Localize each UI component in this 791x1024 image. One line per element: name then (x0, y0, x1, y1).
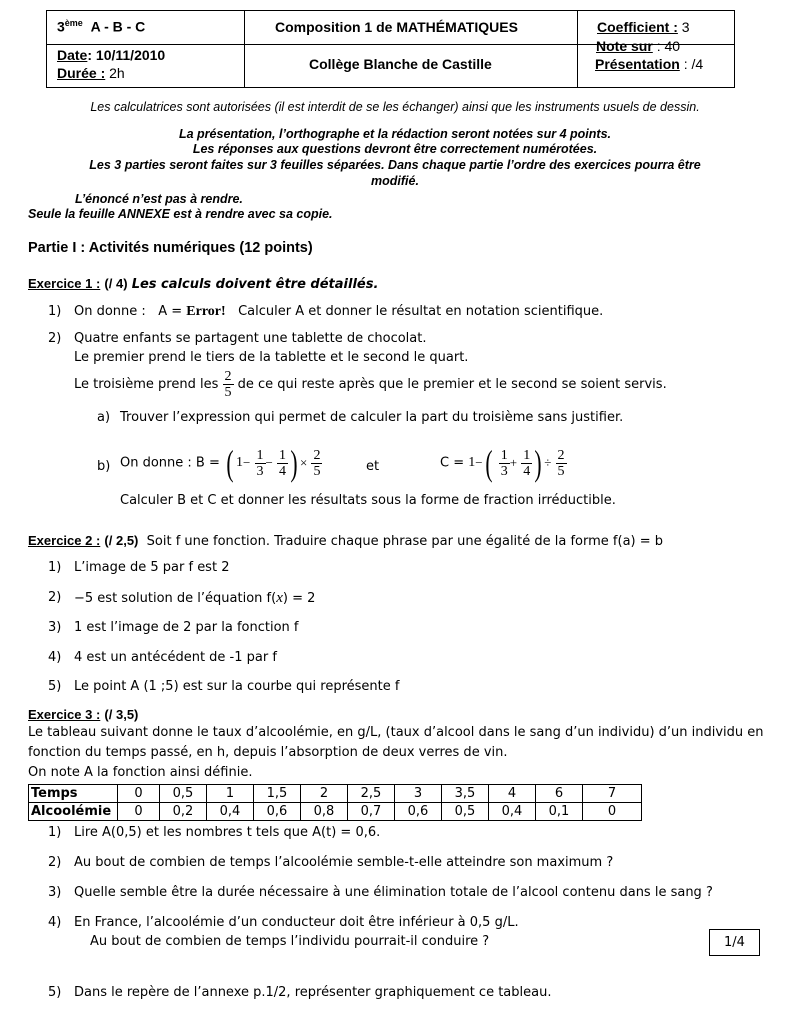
statement-instruction: L’énoncé n’est pas à rendre. (75, 192, 243, 206)
ex3-q-number: 1) (48, 825, 62, 840)
ex1-q2-number: 2) (48, 331, 62, 346)
ex2-item-number: 4) (48, 650, 62, 665)
table-cell: 2 (301, 785, 348, 803)
presentation-instruction: La présentation, l’orthographe et la rédaction seront notées sur 4 points. (178, 127, 612, 141)
table-cell: 0,5 (442, 803, 489, 821)
table-cell: 0,2 (160, 803, 207, 821)
fraction-2-5: $\frac{2}{5}$ (224, 369, 232, 400)
annex-instruction: Seule la feuille ANNEXE est à rendre avec sa copie. (28, 207, 333, 221)
header-divider (244, 11, 245, 87)
note-total: Note sur : 40 (596, 38, 681, 54)
ex1-qa-letter: a) (97, 410, 111, 425)
part-title: Partie I : Activités numériques (12 points) (28, 240, 313, 256)
table-cell: 7 (583, 785, 642, 803)
table-cell: 0,1 (536, 803, 583, 821)
table-cell: 0 (583, 803, 642, 821)
table-cell: 3 (395, 785, 442, 803)
ex3-q5: Dans le repère de l’annexe p.1/2, représenter graphiquement ce tableau. (74, 985, 552, 1000)
ex3-q4-cont: Au bout de combien de temps l’individu pourrait-il conduire ? (90, 934, 490, 949)
table-cell: 4 (489, 785, 536, 803)
ex3-q-number: 5) (48, 985, 62, 1000)
ex3-q-number: 3) (48, 885, 62, 900)
exercise-1-heading: Exercice 1 : (/ 4) Les calculs doivent être détaillés. (28, 276, 379, 292)
table-cell: 1 (207, 785, 254, 803)
ex1-qb-letter: b) (97, 459, 111, 474)
ex2-item-number: 1) (48, 560, 62, 575)
ex2-item: L’image de 5 par f est 2 (74, 560, 230, 575)
table-cell: 0,4 (489, 803, 536, 821)
header-divider (577, 11, 578, 87)
class-label: 3ème A - B - C (57, 18, 146, 35)
table-cell: 3,5 (442, 785, 489, 803)
alcoholemia-table (28, 784, 642, 821)
ex1-q1: On donne : A = Error! Calculer A et donner le résultat en notation scientifique. (74, 304, 604, 319)
ex3-q4: En France, l’alcoolémie d’un conducteur doit être inférieur à 0,5 g/L. (74, 915, 519, 930)
ex2-item-number: 5) (48, 679, 62, 694)
ex2-item-number: 3) (48, 620, 62, 635)
table-cell: 0,6 (254, 803, 301, 821)
ex1-qb-formula-B: On donne : B = ( 1− $\frac{1}{3}$ − $\frac{1}{4}$ ) × $\frac{2}{5}$ (120, 443, 321, 483)
header-box (46, 10, 735, 88)
table-row-time (29, 785, 642, 803)
ex2-item: Le point A (1 ;5) est sur la courbe qui représente f (74, 679, 400, 694)
ex3-intro: fonction du temps passé, en h, depuis l’absorption de deux verres de vin. (28, 745, 508, 760)
ex1-qa: Trouver l’expression qui permet de calculer la part du troisième sans justifier. (120, 410, 624, 425)
exercise-2-heading: Exercice 2 : (/ 2,5) Soit f une fonction. Traduire chaque phrase par une égalité de la forme f(a) = b (28, 533, 664, 549)
ex3-q3: Quelle semble être la durée nécessaire à une élimination totale de l’alcool contenu dans le sang ? (74, 885, 713, 900)
ex2-item-number: 2) (48, 590, 62, 605)
ex2-item: −5 est solution de l’équation f(x) = 2 (74, 590, 316, 606)
table-cell: 0,7 (348, 803, 395, 821)
coefficient: Coefficient : 3 (597, 19, 690, 35)
row-header: Temps (29, 785, 118, 803)
school-name: Collège Blanche de Castille (309, 56, 492, 72)
ex1-q2-line3: Le troisième prend les $\frac{2}{5}$ de ce qui reste après que le premier et le second se soient servis. (74, 369, 667, 400)
ex3-q2: Au bout de combien de temps l’alcoolémie semble-t-elle atteindre son maximum ? (74, 855, 614, 870)
table-cell: 1,5 (254, 785, 301, 803)
ex3-intro: Le tableau suivant donne le taux d’alcoolémie, en g/L, (taux d’alcool dans le sang d’un individu) d’un individu en (28, 725, 764, 740)
exam-title: Composition 1 de MATHÉMATIQUES (275, 19, 518, 35)
ex3-intro: On note A la fonction ainsi définie. (28, 765, 253, 780)
ex1-qb-instruction: Calculer B et C et donner les résultats sous la forme de fraction irréductible. (120, 493, 616, 508)
calculator-instruction: Les calculatrices sont autorisées (il est interdit de se les échanger) ainsi que les instruments usuels de dessin. (90, 100, 700, 114)
ex1-q1-number: 1) (48, 304, 62, 319)
duration: Durée : 2h (57, 65, 125, 81)
ex1-qb-formula-C: C = 1−( $\frac{1}{3}$ + $\frac{1}{4}$ ) ÷ $\frac{2}{5}$ (440, 443, 565, 483)
exercise-3-heading: Exercice 3 : (/ 3,5) (28, 707, 139, 722)
ex3-q-number: 2) (48, 855, 62, 870)
ex2-item: 4 est un antécédent de -1 par f (74, 650, 277, 665)
table-cell: 0 (118, 803, 160, 821)
table-cell: 0 (118, 785, 160, 803)
table-cell: 0,4 (207, 803, 254, 821)
parts-instruction: Les 3 parties seront faites sur 3 feuilles séparées. Dans chaque partie l’ordre des exercices pourra être (89, 158, 701, 172)
row-header: Alcoolémie (29, 803, 118, 821)
table-row-alcoholemia (29, 803, 642, 821)
date: Date: 10/11/2010 (57, 47, 166, 63)
table-cell: 6 (536, 785, 583, 803)
table-cell: 0,5 (160, 785, 207, 803)
answers-instruction: Les réponses aux questions devront être correctement numérotées. (192, 142, 598, 156)
parts-instruction-cont: modifié. (371, 174, 419, 188)
and-word: et (366, 459, 380, 474)
table-cell: 0,8 (301, 803, 348, 821)
ex2-item: 1 est l’image de 2 par la fonction f (74, 620, 299, 635)
ex3-q1: Lire A(0,5) et les nombres t tels que A(t) = 0,6. (74, 825, 381, 840)
ex1-q2-line2: Le premier prend le tiers de la tablette et le second le quart. (74, 350, 469, 365)
page-number: 1/4 (709, 929, 760, 956)
ex3-q-number: 4) (48, 915, 62, 930)
table-cell: 2,5 (348, 785, 395, 803)
table-cell: 0,6 (395, 803, 442, 821)
ex1-q2-line1: Quatre enfants se partagent une tablette de chocolat. (74, 331, 427, 346)
presentation-score: Présentation : /4 (595, 56, 704, 72)
